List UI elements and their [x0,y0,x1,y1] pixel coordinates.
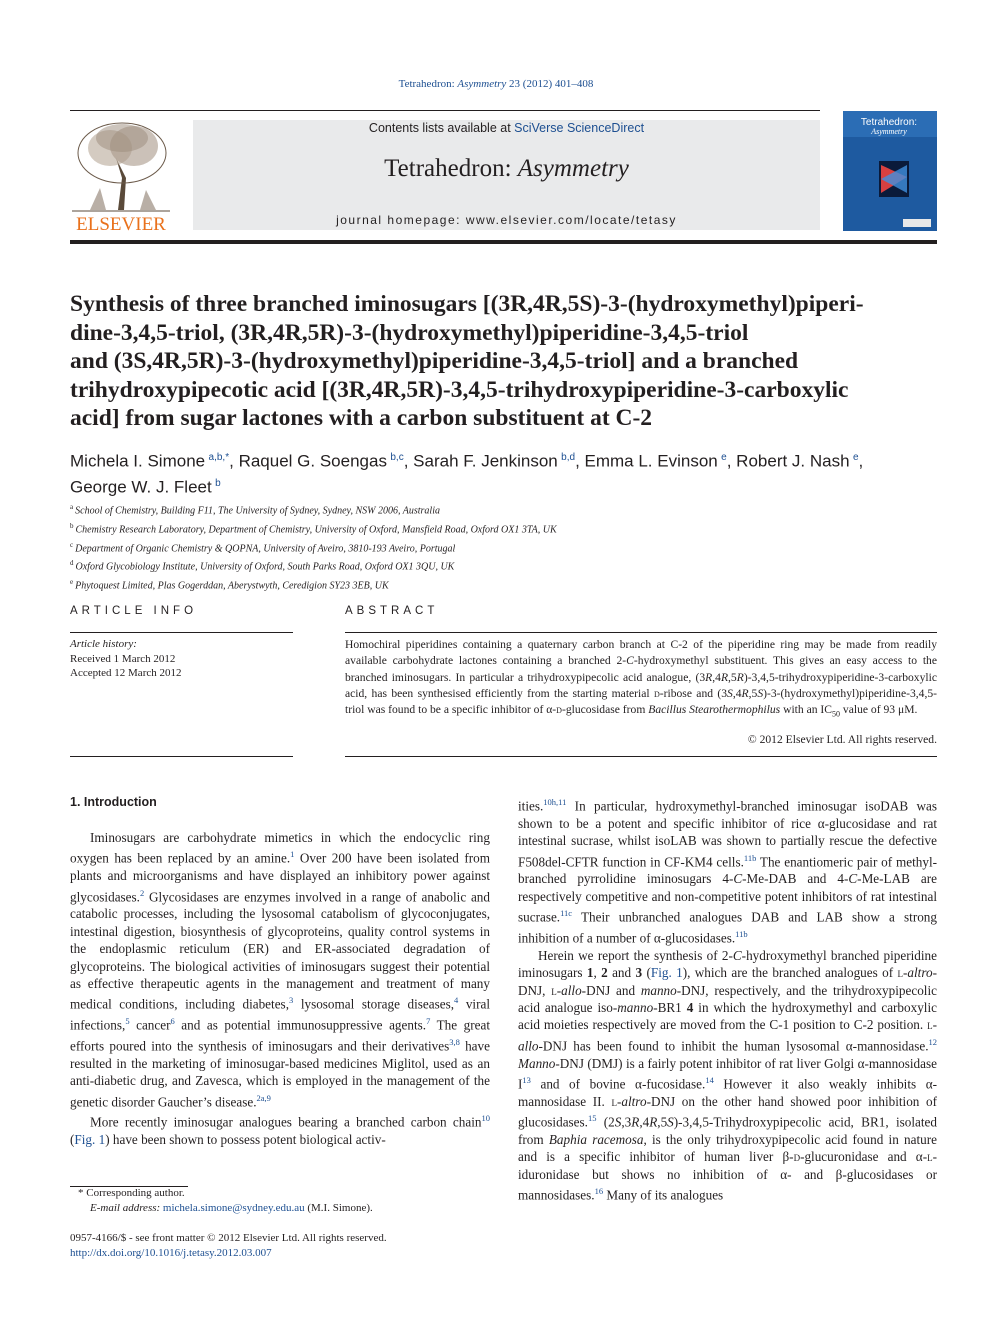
doi-link[interactable]: http://dx.doi.org/10.1016/j.tetasy.2012.03.007 [70,1246,272,1259]
body-paragraph: More recently iminosugar analogues bearing a branched carbon chain$^{10}$ (Fig. 1) have been shown to possess potent biological activ- [70,1113,490,1148]
journal-cover-image[interactable] [843,111,937,231]
elsevier-tree-icon [70,118,172,236]
article-info-rule [70,632,293,633]
author-affil-ref[interactable]: a,b,* [208,452,230,463]
article-info-heading: ARTICLE INFO [70,605,198,617]
publisher-wordmark: ELSEVIER [76,214,166,235]
homepage-link[interactable]: www.elsevier.com/locate/tetasy [465,213,677,227]
cover-art-icon [843,111,937,231]
author-affil-ref[interactable]: b,c [390,452,404,463]
sciencedirect-link[interactable]: SciVerse ScienceDirect [514,121,645,135]
author-list: Michela I. Simone $^{a,b,*}$, Raquel G. Soengas $^{b,c}$, Sarah F. Jenkinson $^{b,d}$, Emma L. Evinson $^e$, Robert J. Nash $^e$, George W. J. Fleet $^b$ [70,451,864,497]
elsevier-logo [70,118,172,236]
author-name[interactable]: Emma L. Evinson [584,451,718,471]
affiliation-item: $^a$ School of Chemistry, Building F11, The University of Sydney, Sydney, NSW 2006, Australia [70,503,440,517]
introduction-heading: 1. Introduction [70,795,157,809]
abstract-rule [345,632,937,633]
author-name[interactable]: Sarah F. Jenkinson [413,451,558,471]
author-affil-ref[interactable]: b [215,477,221,489]
header-thick-rule [70,240,937,244]
article-title: Synthesis of three branched iminosugars [(3R,4R,5S)-3-(hydroxymethyl)piperi- dine-3,4,5-triol, (3R,4R,5R)-3-(hydroxymethyl)piperidine-3,4,5-triol and (3S,4R,5R)-3-(hydroxymethyl)piperidine-3,4,5-triol] and a branched trihydroxypipecotic acid [(3R,4R,5R)-3,4,5-trihydroxypiperidine-3-carboxylic acid] from sugar lactones with a carbon substituent at C-2 [70,291,864,432]
affiliation-item: $^d$ Oxford Glycobiology Institute, University of Oxford, South Parks Road, Oxford OX1 3QU, UK [70,559,455,573]
abstract-heading: ABSTRACT [345,605,439,617]
body-column-left [70,829,490,1149]
abstract-rule-bottom [345,756,937,757]
body-paragraph: Iminosugars are carbohydrate mimetics in which the endocyclic ring oxygen has been replaced by an amine.$^1$ Over 200 have been isolated from plants and microorganisms and have displayed an inhibitory power against glycosidases.$^2$ Glycosidases are enzymes involved in a range of anabolic and catabolic processes, including the lysosomal catabolism of glycoconjugates, intestinal digestion, biosynthesis of glycoproteins, quality control systems in the endoplasmic reticulum (ER) and ER-associated degradation of glycoproteins. The biological activities of iminosugars suggest their potential as effective therapeutic agents in the management and treatment of many medical conditions, including diabetes,$^3$ lysosomal storage diseases,$^4$ viral infections,$^5$ cancer$^6$ and as potential immunosuppressive agents.$^7$ The great efforts poured into the synthesis of iminosugars and their derivatives$^{3,8}$ have resulted in the marketing of iminosugar-based medicines Miglitol, used as an anti-diabetic drug, and Zavesca, which is employed in the management of the genetic disorder Gaucher’s disease.$^{2a,9}$ [70,830,490,1110]
author-name[interactable]: Michela I. Simone [70,451,206,471]
citation-line[interactable]: Tetrahedron: Asymmetry 23 (2012) 401–408 [398,78,594,90]
author-affil-ref[interactable]: b,d [561,452,576,463]
corresponding-author-note: * Corresponding author. E-mail address: michela.simone@sydney.edu.au (M.I. Simone). [78,1187,373,1214]
svg-text:Asymmetry: Asymmetry [871,127,907,136]
article-info-rule-bottom [70,756,293,757]
abstract-text: Homochiral piperidines containing a quaternary carbon branch at C-2 of the piperidine ring may be made from readily available carbohydrate lactones containing a branched 2-C-hydroxymethyl substituent. This gives an easy access to the branched iminosugars. In particular a trihydroxypipecolic acid analogue, (3R,4R,5R)-3,4,5-trihydroxypiperidine-3-carboxylic acid, has been synthesised efficiently from the starting material d-ribose and (3S,4R,5S)-3-(hydroxymethyl)piperidine-3,4,5-triol was found to be a specific inhibitor of α-d-glucosidase from Bacillus Stearothermophilus with an $IC_{50}$ value of 93 μM. [345,638,937,719]
article-history: Article history: Received 1 March 2012 Accepted 12 March 2012 [70,638,182,679]
affiliation-item: $^c$ Department of Organic Chemistry & QOPNA, University of Aveiro, 3810-193 Aveiro, Portugal [70,540,456,554]
affiliation-item: $^b$ Chemistry Research Laboratory, Department of Chemistry, University of Oxford, Mansfield Road, Oxford OX1 3TA, UK [70,521,557,536]
body-column-right [518,794,937,1204]
body-paragraph: ities.$^{10h,11}$ In particular, hydroxymethyl-branched iminosugar isoDAB was shown to be a potent and specific inhibitor of rice α-glucosidase and rat intestinal sucrase, whilst isoLAB was shown to partially rescue the defective F508del-CFTR function in CF-KM4 cells.$^{11b}$ The enantiomeric pair of methyl-branched pyrrolidine iminosugars 4-C-Me-DAB and 4-C-Me-LAB are respectively competitive and non-competitive potent inhibitors of rat intestinal sucrase.$^{11c}$ Their unbranched analogues DAB and LAB show a strong inhibition of a number of α-glucosidases.$^{11b}$ [518,797,937,946]
author-name[interactable]: George W. J. Fleet [70,477,212,497]
svg-text:Tetrahedron:: Tetrahedron: [860,117,918,128]
author-name[interactable]: Raquel G. Soengas [238,451,387,471]
affiliation-item: $^e$ Phytoquest Limited, Plas Gogerddan, Aberystwyth, Ceredigion SY23 3EB, UK [70,578,389,592]
front-matter-info: 0957-4166/$ - see front matter © 2012 Elsevier Ltd. All rights reserved. http://dx.doi.org/10.1016/j.tetasy.2012.03.007 [70,1231,490,1260]
copyright-notice: © 2012 Elsevier Ltd. All rights reserved. [747,733,937,746]
journal-title: Tetrahedron: Asymmetry [384,155,629,182]
header-rule [70,110,820,111]
affiliations [70,500,940,594]
email-link[interactable]: michela.simone@sydney.edu.au [162,1202,305,1214]
body-paragraph: Herein we report the synthesis of 2-C-hydroxymethyl branched piperidine iminosugars 1, 2 and 3 (Fig. 1), which are the branched analogues of l-altro-DNJ, l-allo-DNJ and manno-DNJ, respectively, and the trihydroxypipecolic acid analogue iso-manno-BR1 4 in which the hydroxymethyl and carboxylic acid moieties respectively are moved from the C-1 position to C-2 position. l-allo-DNJ has been found to inhibit the human lysosomal α-mannosidase.$^{12}$ Manno-DNJ (DMJ) is a fairly potent inhibitor of rat liver Golgi α-mannosidase $I^{13}$ and of bovine α-fucosidase.$^{14}$ However it also weakly inhibits α-mannosidase II. l-altro-DNJ on the other hand showed poor inhibition of glucosidases.$^{15}$ (2S,3R,4R,5S)-3,4,5-Trihydroxypipecolic acid, BR1, isolated from Baphia racemosa, is the only trihydroxypipecolic acid found in nature and is a specific inhibitor of human liver β-d-glucuronidase and α-l-iduronidase but shows no inhibition of α- and β-glucosidases or mannosidases.$^{16}$ Many of its analogues [518,947,937,1203]
contents-availability: Contents lists available at SciVerse ScienceDirect [368,121,645,135]
journal-homepage: journal homepage: www.elsevier.com/locate/tetasy [336,213,677,227]
author-name[interactable]: Robert J. Nash [736,451,850,471]
author-affil-ref[interactable]: e [852,452,859,463]
author-affil-ref[interactable]: e [721,452,727,463]
